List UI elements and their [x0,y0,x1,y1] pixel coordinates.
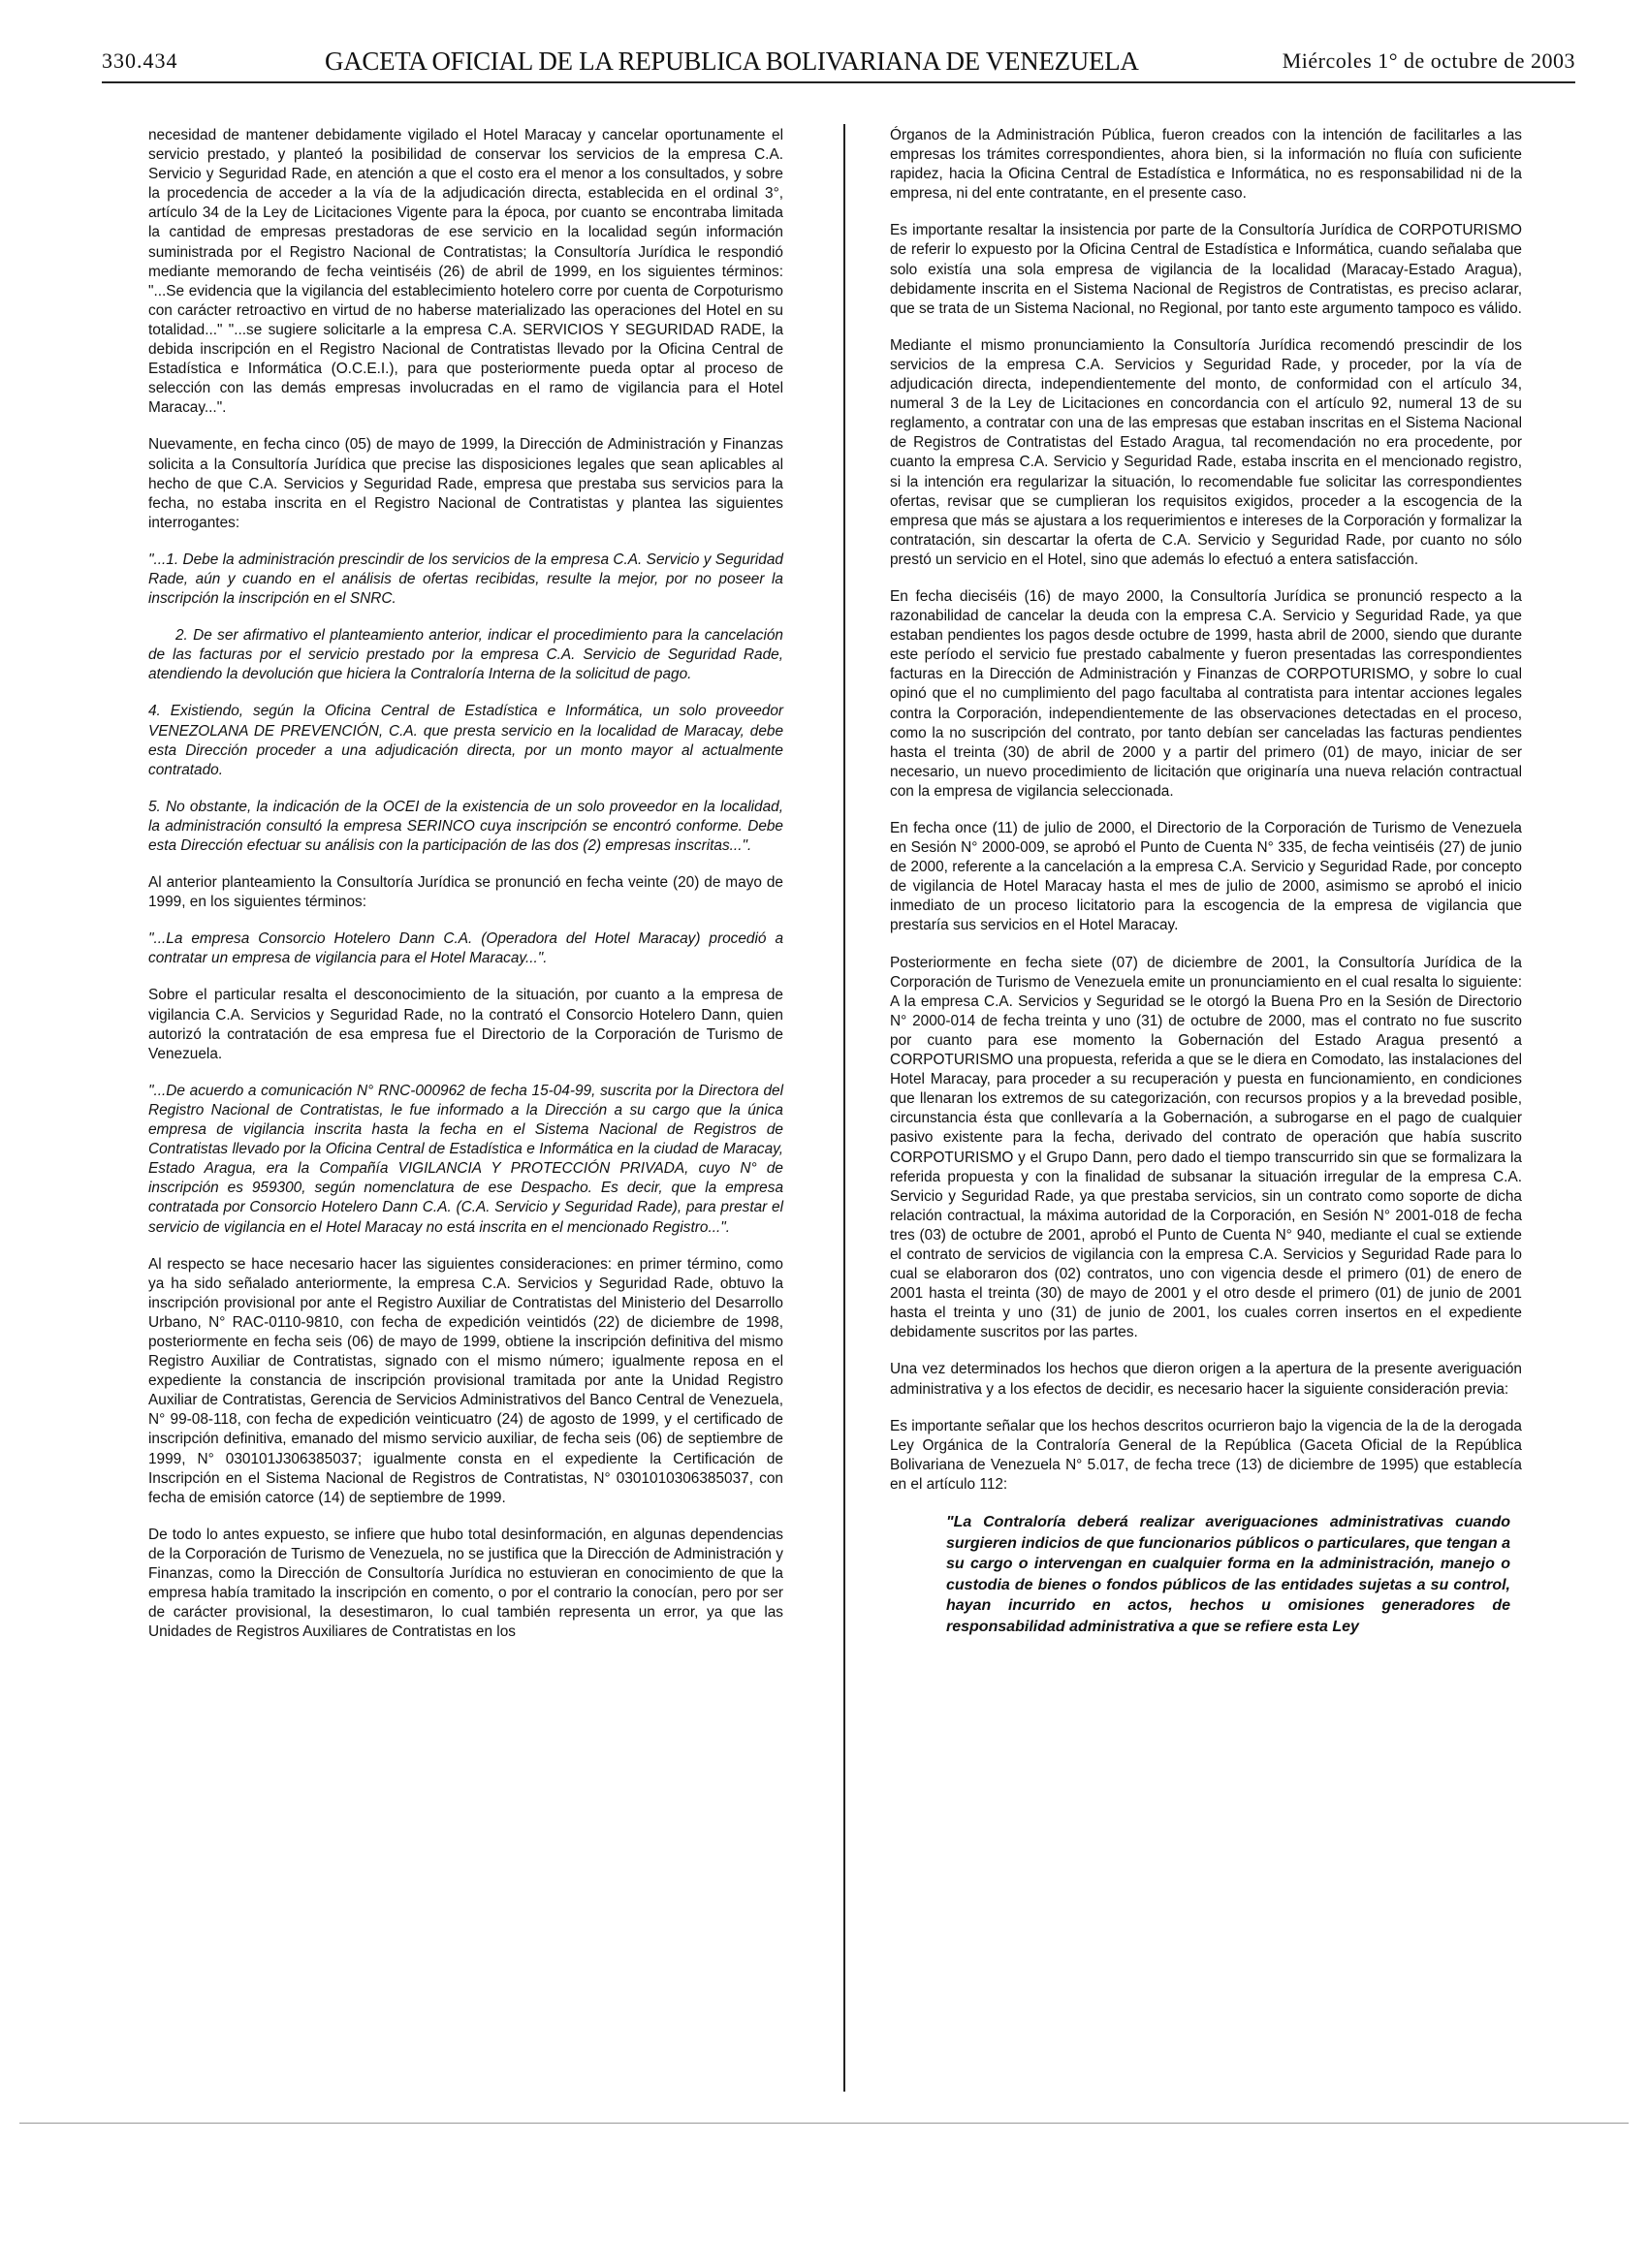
law-quote: "La Contraloría deberá realizar averiguaciones administrativas cuando surgieren indicios de que funcionarios públicos o particulares, que tengan a su cargo o intervengan en cualquier forma en la administración, manejo o custodia de bienes o fondos públicos de las entidades sujetas a su control, hayan incurrido en actos, hechos u omisiones generadores de responsabilidad administrativa a que se refiere esta Ley [946,1514,1510,1635]
paragraph: Al respecto se hace necesario hacer las siguientes consideraciones: en primer término, como ya ha sido señalado anteriormente, la empresa C.A. Servicios y Seguridad Rade, obtuvo la inscripción provisional por ante el Registro Auxiliar de Contratistas del Ministerio del Desarrollo Urbano, N° RAC-0110-9810, con fecha de expedición veintidós (22) de diciembre de 1998, posteriormente en fecha seis (06) de mayo de 1999, obtiene la inscripción definitiva del mismo Registro Auxiliar de Contratistas, signado con el mismo número; igualmente reposa en el expediente la constancia de inscripción provisional tramitada por ante la Unidad Registro Auxiliar de Contratistas, Gerencia de Servicios Administrativos del Banco Central de Venezuela, N° 99-08-118, con fecha de expedición veinticuatro (24) de agosto de 1999, y el certificado de inscripción definitiva, emanado del mismo servicio auxiliar, de fecha seis (06) de septiembre de 1999, N° 030101J306385037; igualmente consta en el expediente la Certificación de Inscripción en el Sistema Nacional de Registros de Contratistas, N° 0301010306385037, con fecha de emisión catorce (14) de septiembre de 1999. [148,1255,783,1506]
footer-rule [19,2123,1629,2124]
paragraph: Es importante resaltar la insistencia por parte de la Consultoría Jurídica de CORPOTURISMO de referir lo expuesto por la Oficina Central de Estadística e Informática, cuando señalaba que solo existía una sola empresa de vigilancia de la localidad (Maracay-Estado Aragua), debidamente inscrita en el Sistema Nacional de Registros de Contratistas, es preciso aclarar, que se trata de un Sistema Nacional, no Regional, por tanto este argumento tampoco es válido. [890,222,1522,317]
right-column [890,126,1522,1654]
quoted-paragraph: 2. De ser afirmativo el planteamiento anterior, indicar el procedimiento para la cancelación de las facturas por el servicio prestado por la empresa C.A. Servicio de Seguridad Rade, atendiendo la devolución que hiciera la Contraloría Interna de la solicitud de pago. [148,627,783,683]
gazette-title: GACETA OFICIAL DE LA REPUBLICA BOLIVARIANA DE VENEZUELA [325,47,1139,76]
column-divider [843,124,845,2092]
header-rule [102,81,1575,83]
paragraph: Es importante señalar que los hechos descritos ocurrieron bajo la vigencia de la de la derogada Ley Orgánica de la Contraloría General de la República (Gaceta Oficial de la República Bolivariana de Venezuela N° 5.017, de fecha trece (13) de diciembre de 1995) que establecía en el artículo 112: [890,1417,1522,1493]
paragraph: Órganos de la Administración Pública, fueron creados con la intención de facilitarles a las empresas los trámites correspondientes, ahora bien, si la información no fluía con suficiente rapidez, hacia la Oficina Central de Estadística e Informática, no es responsabilidad ni de la empresa, ni del ente contratante, en el presente caso. [890,127,1522,203]
paragraph: Al anterior planteamiento la Consultoría Jurídica se pronunció en fecha veinte (20) de mayo de 1999, en los siguientes términos: [148,874,783,911]
quoted-paragraph: "...De acuerdo a comunicación N° RNC-000962 de fecha 15-04-99, suscrita por la Directora del Registro Nacional de Contratistas, le fue informado a la Dirección a su cargo que la única empresa de vigilancia inscrita hasta la fecha en el Sistema Nacional de Registros de Contratistas llevado por la Oficina Central de Estadística e Informática en la ciudad de Maracay, Estado Aragua, era la Compañía VIGILANCIA Y PROTECCIÓN PRIVADA, cuyo N° de inscripción es 959300, según nomenclatura de ese Despacho. Es decir, que la empresa contratada por Consorcio Hotelero Dann C.A. (C.A. Servicio y Seguridad Rade), para prestar el servicio de vigilancia en el Hotel Maracay no está inscrita en el mencionado Registro...". [148,1082,783,1236]
paragraph: En fecha once (11) de julio de 2000, el Directorio de la Corporación de Turismo de Venezuela en Sesión N° 2000-009, se aprobó el Punto de Cuenta N° 335, de fecha veintiséis (27) de junio de 2000, referente a la cancelación a la empresa C.A. Servicio y Seguridad Rade, por concepto de vigilancia de Hotel Maracay hasta el mes de julio de 2000, asimismo se aprobó el inicio inmediato de un proceso licitatorio para la escogencia de la empresa de vigilancia que prestaría sus servicios en el Hotel Maracay. [890,820,1522,934]
paragraph: Mediante el mismo pronunciamiento la Consultoría Jurídica recomendó prescindir de los servicios de la empresa C.A. Servicios y Seguridad Rade, y proceder, por la vía de adjudicación directa, independientemente del monto, de conformidad con el artículo 34, numeral 3 de la Ley de Licitaciones en concordancia con el artículo 92, numeral 13 de su reglamento, a contratar con una de las empresas que estaban inscritas en el Sistema Nacional de Registros de Contratistas del Estado Aragua, tal recomendación no era procedente, por cuanto la empresa C.A. Servicio y Seguridad Rade, estaba inscrita en el mencionado registro, si la intención era regularizar la situación, lo recomendable fue solicitar las correspondientes ofertas, revisar que se cumplieran los requisitos exigidos, proceder a la escogencia de la empresa que más se ajustara a los requerimientos e intereses de la Corporación y formalizar la contratación, sin descartar la oferta de C.A. Servicio y Seguridad Rade, por cuanto no sólo prestó un servicio en el Hotel, sino que además lo efectuó a entera satisfacción. [890,336,1522,568]
quoted-paragraph: 5. No obstante, la indicación de la OCEI de la existencia de un solo proveedor en la localidad, la administración consultó la empresa SERINCO cuya inscripción se encontró conforme. Debe esta Dirección efectuar su análisis con la participación de las dos (2) empresas inscritas...". [148,798,783,854]
left-column [148,126,783,1659]
paragraph: Posteriormente en fecha siete (07) de diciembre de 2001, la Consultoría Jurídica de la Corporación de Turismo de Venezuela emite un pronunciamiento en el cual resalta lo siguiente: A la empresa C.A. Servicios y Seguridad se le otorgó la Buena Pro en la Sesión de Directorio N° 2000-014 de fecha treinta y uno (31) de octubre de 2000, mas el contrato no fue suscrito por cuanto para ese momento la Gobernación del Estado Aragua presentó a CORPOTURISMO una propuesta, referida a que se le diera en Comodato, las instalaciones del Hotel Maracay, para proceder a su recuperación y puesta en funcionamiento, en condiciones que llenaran los extremos de su categorización, con recursos propios y a la brevedad posible, circunstancia ésta que conllevaría a la Gobernación, a subrogarse en el pago de cualquier pasivo existente para la fecha, derivado del contrato de operación que había suscrito CORPOTURISMO y el Grupo Dann, pero dado el tiempo transcurrido sin que se formalizara la referida propuesta y con la finalidad de subsanar la situación irregular de la empresa C.A. Servicio y Seguridad Rade, ya que prestaba servicios, sin un contrato como soporte de dicha relación contractual, la máxima autoridad de la Corporación, en Sesión N° 2001-018 de fecha tres (03) de octubre de 2001, aprobó el Punto de Cuenta N° 940, mediante el cual se extiende el contrato de servicios de vigilancia con la empresa C.A. Servicios y Seguridad Rade para lo cual se elaboraron dos (02) contratos, uno con vigencia desde el primero (01) de enero de 2001 hasta el treinta (30) de mayo de 2001 y el otro desde el primero (01) de junio de 2001 hasta el treinta y uno (31) de junio de 2001, los cuales corren insertos en el expediente debidamente suscritos por las partes. [890,954,1522,1341]
paragraph: De todo lo antes expuesto, se infiere que hubo total desinformación, en algunas dependencias de la Corporación de Turismo de Venezuela, no se justifica que la Dirección de Administración y Finanzas, como la Dirección de Consultoría Jurídica no estuvieran en conocimiento de que la empresa había tramitado la inscripción en comento, o por el contrario la conocían, pero por ser de carácter provisional, la desestimaron, lo cual también representa un error, ya que las Unidades de Registros Auxiliares de Contratistas en los [148,1526,783,1641]
quoted-paragraph: 4. Existiendo, según la Oficina Central de Estadística e Informática, un solo proveedor VENEZOLANA DE PREVENCIÓN, C.A. que presta servicio en la localidad de Maracay, debe esta Dirección proceder a una adjudicación directa, por un monto mayor al actualmente contratado. [148,703,783,778]
quoted-paragraph: "...1. Debe la administración prescindir de los servicios de la empresa C.A. Servicio y Seguridad Rade, aún y cuando en el análisis de ofertas recibidas, resulte la mejor, por no poseer la inscripción la inscripción en el SNRC. [148,551,783,608]
paragraph: Nuevamente, en fecha cinco (05) de mayo de 1999, la Dirección de Administración y Finanzas solicita a la Consultoría Jurídica que precise las disposiciones legales que sean aplicables al hecho de que C.A. Servicios y Seguridad Rade, empresa que prestaba sus servicios para la fecha, no estaba inscrita en el Registro Nacional de Contratistas y plantea las siguientes interrogantes: [148,436,783,531]
quoted-paragraph: "...La empresa Consorcio Hotelero Dann C.A. (Operadora del Hotel Maracay) procedió a contratar un empresa de vigilancia para el Hotel Maracay...". [148,930,783,967]
page-header [102,48,1575,78]
paragraph: En fecha dieciséis (16) de mayo 2000, la Consultoría Jurídica se pronunció respecto a la razonabilidad de cancelar la deuda con la empresa C.A. Servicio y Seguridad Rade, ya que estaban pendientes los pagos desde octubre de 1999, hasta abril de 2000, siendo que durante este período el servicio fue prestado cabalmente y fueron presentadas las correspondientes facturas en la Dirección de Administración y Finanzas de CORPOTURISMO, y sobre lo cual opinó que el no cumplimiento del pago facultaba al contratista para intentar acciones legales contra la Corporación, independientemente de las observaciones detectadas en el proceso, como la no suscripción del contrato, por tanto debían ser canceladas las facturas pendientes hasta el treinta (30) de abril de 2000 y a partir del primero (01) de mayo, iniciar de ser necesario, un nuevo procedimiento de licitación que originaría una nueva relación contractual con la empresa de vigilancia seleccionada. [890,587,1522,800]
paragraph: necesidad de mantener debidamente vigilado el Hotel Maracay y cancelar oportunamente el servicio prestado, y planteó la posibilidad de conservar los servicios de la empresa C.A. Servicio y Seguridad Rade, en atención a que el costo era el menor a los consultados, y sobre la procedencia de acceder a la vía de la adjudicación directa, establecida en el ordinal 3°, artículo 34 de la Ley de Licitaciones Vigente para la época, por cuanto se encontraba limitada la cantidad de empresas prestadoras de ese servicio en la localidad según información suministrada por el Registro Nacional de Contratistas; la Consultoría Jurídica le respondió mediante memorando de fecha veintiséis (26) de abril de 1999, en los siguientes términos: "...Se evidencia que la vigilancia del establecimiento hotelero corre por cuenta de Corpoturismo con carácter retroactivo en virtud de no haberse materializado las operaciones del Hotel en su totalidad..." "...se sugiere solicitarle a la empresa C.A. SERVICIOS Y SEGURIDAD RADE, la debida inscripción en el Registro Nacional de Contratistas llevado por la Oficina Central de Estadística e Informática (O.C.E.I.), para que posteriormente pueda optar al proceso de selección con las demás empresas involucradas en el ramo de vigilancia para el Hotel Maracay...". [148,127,783,417]
paragraph: Sobre el particular resalta el desconocimiento de la situación, por cuanto a la empresa de vigilancia C.A. Servicios y Seguridad Rade, no la contrató el Consorcio Hotelero Dann, quien autorizó la contratación de esa empresa fue el Directorio de la Corporación de Turismo de Venezuela. [148,987,783,1062]
issue-date: Miércoles 1° de octubre de 2003 [1282,48,1575,73]
paragraph: Una vez determinados los hechos que dieron origen a la apertura de la presente averiguación administrativa y a los efectos de decidir, es necesario hacer la siguiente consideración previa: [890,1361,1522,1398]
page-number: 330.434 [102,48,178,73]
